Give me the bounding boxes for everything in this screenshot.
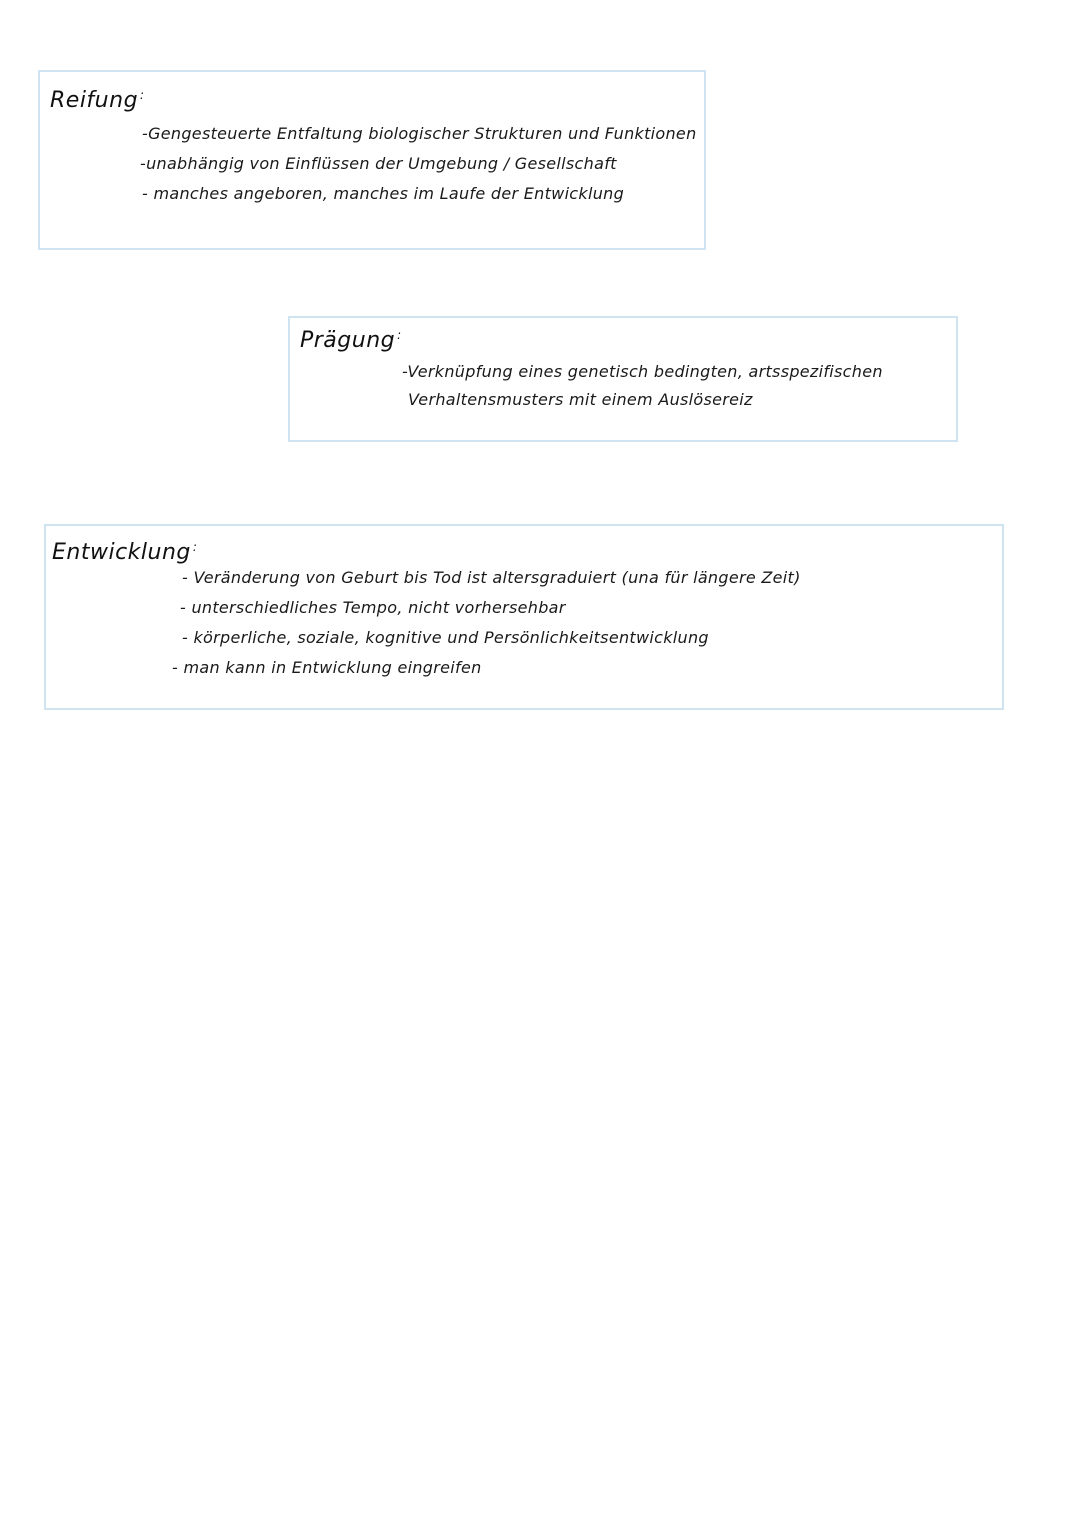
term-praegung: Prägung : <box>300 328 402 353</box>
note-line: -unabhängig von Einflüssen der Umgebung / Gesellschaft <box>140 154 617 173</box>
note-line: - Veränderung von Geburt bis Tod ist altersgraduiert (una für längere Zeit) <box>182 568 801 587</box>
note-line: Verhaltensmusters mit einem Auslösereiz <box>408 390 753 409</box>
note-line: - unterschiedliches Tempo, nicht vorhersehbar <box>180 598 566 617</box>
note-line: - manches angeboren, manches im Laufe der Entwicklung <box>142 184 625 203</box>
note-box-reifung <box>38 70 706 250</box>
note-box-entwicklung <box>44 524 1004 710</box>
note-line: - körperliche, soziale, kognitive und Persönlichkeitsentwicklung <box>182 628 709 647</box>
note-box-praegung <box>288 316 958 442</box>
term-entwicklung: Entwicklung : <box>52 540 197 565</box>
note-line: -Verknüpfung eines genetisch bedingten, artsspezifischen <box>402 362 883 381</box>
note-line: -Gengesteuerte Entfaltung biologischer Strukturen und Funktionen <box>142 124 697 143</box>
term-reifung: Reifung : <box>50 88 145 113</box>
note-line: - man kann in Entwicklung eingreifen <box>172 658 482 677</box>
